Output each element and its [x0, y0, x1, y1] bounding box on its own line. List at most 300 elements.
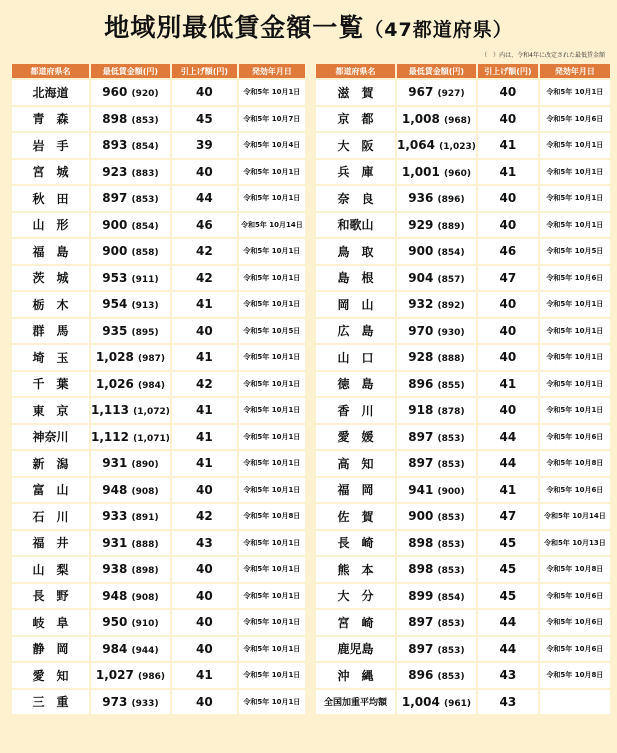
- table-row: [316, 319, 610, 344]
- increase-value: 40: [172, 319, 237, 344]
- min-wage-cell: [91, 557, 170, 582]
- table-row: [12, 690, 305, 715]
- increase-value: 40: [478, 213, 538, 238]
- effective-date: 令和5年 10月1日: [239, 663, 305, 688]
- effective-date: 令和5年 10月7日: [239, 107, 305, 132]
- min-wage-value: 898: [102, 111, 128, 126]
- min-wage-value: 896: [408, 376, 434, 391]
- table-row: [12, 610, 305, 635]
- min-wage-value: 904: [408, 270, 434, 285]
- increase-value: 43: [478, 690, 538, 715]
- effective-date: [540, 690, 610, 715]
- increase-value: 41: [172, 292, 237, 317]
- increase-value: 41: [478, 372, 538, 397]
- increase-value: 46: [478, 239, 538, 264]
- table-row: [316, 266, 610, 291]
- min-wage-value: 897: [408, 641, 434, 656]
- prefecture-name: 埼 玉: [12, 345, 89, 370]
- increase-value: 41: [172, 398, 237, 423]
- previous-wage-value: (853): [437, 566, 465, 577]
- effective-date: 令和5年 10月14日: [540, 504, 610, 529]
- min-wage-value: 931: [102, 535, 128, 550]
- effective-date: 令和5年 10月1日: [540, 319, 610, 344]
- table-row: [316, 107, 610, 132]
- previous-wage-value: (896): [437, 195, 465, 206]
- previous-wage-value: (889): [437, 221, 465, 232]
- header-increase: 引上げ額(円): [478, 64, 538, 78]
- previous-wage-value: (857): [437, 274, 465, 285]
- previous-wage-value: (933): [131, 698, 159, 709]
- prefecture-name: 沖 縄: [316, 663, 395, 688]
- previous-wage-value: (984): [138, 380, 166, 391]
- prefecture-name: 長 崎: [316, 531, 395, 556]
- prefecture-name: 静 岡: [12, 637, 89, 662]
- table-row: [12, 133, 305, 158]
- previous-wage-value: (853): [437, 460, 465, 471]
- prefecture-name: 秋 田: [12, 186, 89, 211]
- previous-wage-value: (853): [437, 513, 465, 524]
- increase-value: 42: [172, 504, 237, 529]
- previous-wage-value: (960): [444, 168, 472, 179]
- previous-wage-value: (930): [437, 327, 465, 338]
- effective-date: 令和5年 10月1日: [239, 557, 305, 582]
- table-row: [316, 557, 610, 582]
- increase-value: 40: [172, 80, 237, 105]
- increase-value: 40: [172, 584, 237, 609]
- min-wage-cell: [91, 213, 170, 238]
- effective-date: 令和5年 10月1日: [239, 186, 305, 211]
- prefecture-name: 熊 本: [316, 557, 395, 582]
- min-wage-value: 953: [102, 270, 128, 285]
- min-wage-cell: [397, 107, 476, 132]
- increase-value: 40: [478, 80, 538, 105]
- increase-value: 42: [172, 266, 237, 291]
- min-wage-cell: [397, 80, 476, 105]
- previous-wage-value: (895): [131, 327, 159, 338]
- effective-date: 令和5年 10月1日: [239, 266, 305, 291]
- prefecture-name: 岡 山: [316, 292, 395, 317]
- min-wage-cell: [91, 80, 170, 105]
- previous-wage-value: (900): [437, 486, 465, 497]
- table-row: [12, 372, 305, 397]
- effective-date: 令和5年 10月6日: [540, 610, 610, 635]
- min-wage-cell: [397, 610, 476, 635]
- previous-wage-value: (892): [437, 301, 465, 312]
- min-wage-value: 1,001: [401, 164, 440, 179]
- previous-wage-value: (1,071): [133, 433, 170, 444]
- min-wage-cell: [397, 584, 476, 609]
- effective-date: 令和5年 10月1日: [540, 398, 610, 423]
- min-wage-value: 936: [408, 191, 434, 206]
- increase-value: 47: [478, 504, 538, 529]
- prefecture-name: 全国加重平均額: [316, 690, 395, 715]
- increase-value: 40: [478, 319, 538, 344]
- effective-date: 令和5年 10月6日: [540, 425, 610, 450]
- previous-wage-value: (986): [138, 672, 166, 683]
- prefecture-name: 山 形: [12, 213, 89, 238]
- previous-wage-value: (908): [131, 592, 159, 603]
- min-wage-value: 1,113: [91, 403, 129, 418]
- previous-wage-value: (927): [437, 89, 465, 100]
- prefecture-name: 北海道: [12, 80, 89, 105]
- prefecture-name: 青 森: [12, 107, 89, 132]
- increase-value: 41: [172, 345, 237, 370]
- min-wage-value: 984: [102, 641, 128, 656]
- page-title: [0, 8, 617, 44]
- min-wage-cell: [397, 637, 476, 662]
- table-row: [12, 186, 305, 211]
- previous-wage-value: (853): [131, 195, 159, 206]
- min-wage-cell: [91, 319, 170, 344]
- prefecture-name: 奈 良: [316, 186, 395, 211]
- table-row: [316, 663, 610, 688]
- effective-date: 令和5年 10月6日: [540, 107, 610, 132]
- prefecture-name: 高 知: [316, 451, 395, 476]
- min-wage-cell: [91, 610, 170, 635]
- effective-date: 令和5年 10月1日: [239, 425, 305, 450]
- effective-date: 令和5年 10月8日: [540, 451, 610, 476]
- previous-wage-value: (891): [131, 513, 159, 524]
- prefecture-name: 京 都: [316, 107, 395, 132]
- min-wage-value: 897: [408, 615, 434, 630]
- min-wage-value: 967: [408, 85, 434, 100]
- min-wage-cell: [397, 557, 476, 582]
- table-row: [12, 663, 305, 688]
- table-row: [316, 345, 610, 370]
- min-wage-cell: [91, 372, 170, 397]
- min-wage-cell: [91, 186, 170, 211]
- table-row: [12, 531, 305, 556]
- increase-value: 40: [172, 160, 237, 185]
- prefecture-name: 群 馬: [12, 319, 89, 344]
- table-row: [316, 637, 610, 662]
- table-row: [316, 133, 610, 158]
- min-wage-value: 1,004: [401, 694, 440, 709]
- prefecture-name: 岐 阜: [12, 610, 89, 635]
- effective-date: 令和5年 10月6日: [540, 266, 610, 291]
- min-wage-cell: [397, 319, 476, 344]
- previous-wage-value: (911): [131, 274, 159, 285]
- effective-date: 令和5年 10月14日: [239, 213, 305, 238]
- min-wage-value: 960: [102, 85, 128, 100]
- title-main: 地域別最低賃金額一覧: [104, 13, 365, 42]
- min-wage-cell: [91, 133, 170, 158]
- prefecture-name: 広 島: [316, 319, 395, 344]
- min-wage-cell: [397, 133, 476, 158]
- effective-date: 令和5年 10月1日: [239, 451, 305, 476]
- effective-date: 令和5年 10月4日: [239, 133, 305, 158]
- table-row: [12, 478, 305, 503]
- min-wage-value: 1,026: [95, 376, 134, 391]
- previous-wage-value: (854): [437, 248, 465, 259]
- increase-value: 40: [172, 690, 237, 715]
- increase-value: 43: [478, 663, 538, 688]
- min-wage-cell: [397, 531, 476, 556]
- min-wage-value: 899: [408, 588, 434, 603]
- previous-wage-value: (888): [437, 354, 465, 365]
- table-row: [12, 266, 305, 291]
- min-wage-cell: [91, 292, 170, 317]
- header-date: 発効年月日: [239, 64, 305, 78]
- min-wage-value: 938: [102, 562, 128, 577]
- table-row: [316, 690, 610, 715]
- header-prefecture: 都道府県名: [12, 64, 89, 78]
- increase-value: 39: [172, 133, 237, 158]
- table-row: [316, 213, 610, 238]
- increase-value: 40: [172, 610, 237, 635]
- previous-wage-value: (987): [138, 354, 166, 365]
- table-row: [12, 160, 305, 185]
- table-row: [316, 398, 610, 423]
- prefecture-name: 兵 庫: [316, 160, 395, 185]
- table-row: [316, 584, 610, 609]
- min-wage-value: 898: [408, 535, 434, 550]
- effective-date: 令和5年 10月6日: [540, 637, 610, 662]
- min-wage-value: 973: [102, 694, 128, 709]
- effective-date: 令和5年 10月1日: [239, 584, 305, 609]
- increase-value: 40: [172, 637, 237, 662]
- increase-value: 41: [478, 160, 538, 185]
- effective-date: 令和5年 10月1日: [239, 239, 305, 264]
- table-row: [316, 610, 610, 635]
- table-row: [12, 451, 305, 476]
- wage-table-left: [10, 62, 307, 716]
- header-row: [316, 64, 610, 78]
- header-wage: 最低賃金額(円): [91, 64, 170, 78]
- prefecture-name: 福 井: [12, 531, 89, 556]
- prefecture-name: 愛 媛: [316, 425, 395, 450]
- increase-value: 40: [172, 478, 237, 503]
- min-wage-cell: [91, 266, 170, 291]
- header-prefecture: 都道府県名: [316, 64, 395, 78]
- effective-date: 令和5年 10月1日: [239, 637, 305, 662]
- table-row: [12, 319, 305, 344]
- prefecture-name: 長 野: [12, 584, 89, 609]
- prefecture-name: 大 阪: [316, 133, 395, 158]
- previous-wage-value: (961): [444, 698, 472, 709]
- min-wage-cell: [397, 504, 476, 529]
- min-wage-cell: [91, 425, 170, 450]
- previous-wage-value: (968): [444, 115, 472, 126]
- prefecture-name: 鳥 取: [316, 239, 395, 264]
- header-wage: 最低賃金額(円): [397, 64, 476, 78]
- prefecture-name: 三 重: [12, 690, 89, 715]
- effective-date: 令和5年 10月1日: [239, 80, 305, 105]
- previous-wage-value: (853): [131, 115, 159, 126]
- min-wage-cell: [397, 266, 476, 291]
- prefecture-name: 徳 島: [316, 372, 395, 397]
- min-wage-cell: [397, 451, 476, 476]
- min-wage-cell: [91, 451, 170, 476]
- min-wage-value: 900: [102, 244, 128, 259]
- min-wage-cell: [91, 239, 170, 264]
- prefecture-name: 富 山: [12, 478, 89, 503]
- min-wage-value: 950: [102, 615, 128, 630]
- table-note: （ ）内は、令和4年に改定された最低賃金額: [481, 52, 605, 59]
- previous-wage-value: (853): [437, 433, 465, 444]
- previous-wage-value: (888): [131, 539, 159, 550]
- table-row: [316, 292, 610, 317]
- table-row: [12, 637, 305, 662]
- increase-value: 43: [172, 531, 237, 556]
- min-wage-value: 933: [102, 509, 128, 524]
- prefecture-name: 岩 手: [12, 133, 89, 158]
- table-row: [316, 531, 610, 556]
- previous-wage-value: (854): [131, 142, 159, 153]
- table-row: [12, 584, 305, 609]
- previous-wage-value: (878): [437, 407, 465, 418]
- prefecture-name: 大 分: [316, 584, 395, 609]
- table-row: [316, 372, 610, 397]
- header-increase: 引上げ額(円): [172, 64, 237, 78]
- effective-date: 令和5年 10月1日: [239, 531, 305, 556]
- effective-date: 令和5年 10月13日: [540, 531, 610, 556]
- min-wage-cell: [397, 398, 476, 423]
- table-row: [316, 451, 610, 476]
- min-wage-cell: [91, 345, 170, 370]
- table-row: [316, 478, 610, 503]
- prefecture-name: 石 川: [12, 504, 89, 529]
- min-wage-cell: [397, 239, 476, 264]
- prefecture-name: 茨 城: [12, 266, 89, 291]
- min-wage-cell: [91, 637, 170, 662]
- increase-value: 46: [172, 213, 237, 238]
- prefecture-name: 佐 賀: [316, 504, 395, 529]
- prefecture-name: 東 京: [12, 398, 89, 423]
- min-wage-cell: [91, 584, 170, 609]
- min-wage-value: 918: [408, 403, 434, 418]
- table-row: [12, 107, 305, 132]
- increase-value: 40: [478, 398, 538, 423]
- min-wage-value: 941: [408, 482, 434, 497]
- increase-value: 41: [172, 663, 237, 688]
- min-wage-cell: [91, 398, 170, 423]
- min-wage-cell: [397, 478, 476, 503]
- prefecture-name: 福 島: [12, 239, 89, 264]
- effective-date: 令和5年 10月6日: [540, 584, 610, 609]
- table-row: [316, 425, 610, 450]
- increase-value: 44: [478, 637, 538, 662]
- effective-date: 令和5年 10月1日: [540, 345, 610, 370]
- min-wage-value: 928: [408, 350, 434, 365]
- min-wage-value: 1,008: [401, 111, 440, 126]
- effective-date: 令和5年 10月1日: [239, 160, 305, 185]
- effective-date: 令和5年 10月8日: [540, 557, 610, 582]
- min-wage-value: 1,112: [91, 429, 129, 444]
- increase-value: 40: [478, 345, 538, 370]
- min-wage-value: 897: [102, 191, 128, 206]
- effective-date: 令和5年 10月1日: [239, 690, 305, 715]
- prefecture-name: 宮 城: [12, 160, 89, 185]
- effective-date: 令和5年 10月8日: [540, 663, 610, 688]
- prefecture-name: 滋 賀: [316, 80, 395, 105]
- table-row: [12, 504, 305, 529]
- min-wage-cell: [91, 663, 170, 688]
- min-wage-cell: [397, 663, 476, 688]
- increase-value: 40: [478, 186, 538, 211]
- previous-wage-value: (910): [131, 619, 159, 630]
- prefecture-name: 福 岡: [316, 478, 395, 503]
- increase-value: 41: [172, 425, 237, 450]
- min-wage-value: 929: [408, 217, 434, 232]
- min-wage-value: 948: [102, 588, 128, 603]
- previous-wage-value: (1,023): [439, 142, 476, 153]
- prefecture-name: 千 葉: [12, 372, 89, 397]
- min-wage-value: 900: [102, 217, 128, 232]
- min-wage-cell: [397, 425, 476, 450]
- min-wage-value: 898: [408, 562, 434, 577]
- previous-wage-value: (898): [131, 566, 159, 577]
- table-row: [12, 213, 305, 238]
- table-row: [12, 557, 305, 582]
- increase-value: 40: [172, 557, 237, 582]
- increase-value: 41: [478, 133, 538, 158]
- prefecture-name: 新 潟: [12, 451, 89, 476]
- prefecture-name: 島 根: [316, 266, 395, 291]
- increase-value: 45: [172, 107, 237, 132]
- min-wage-value: 932: [408, 297, 434, 312]
- header-row: [12, 64, 305, 78]
- min-wage-cell: [397, 372, 476, 397]
- title-sub: （47都道府県）: [364, 19, 513, 41]
- previous-wage-value: (855): [437, 380, 465, 391]
- increase-value: 40: [478, 107, 538, 132]
- effective-date: 令和5年 10月8日: [239, 504, 305, 529]
- prefecture-name: 香 川: [316, 398, 395, 423]
- min-wage-cell: [91, 504, 170, 529]
- min-wage-cell: [91, 690, 170, 715]
- min-wage-cell: [91, 107, 170, 132]
- table-row: [316, 239, 610, 264]
- increase-value: 41: [172, 451, 237, 476]
- effective-date: 令和5年 10月1日: [239, 478, 305, 503]
- table-row: [316, 504, 610, 529]
- table-row: [316, 186, 610, 211]
- previous-wage-value: (908): [131, 486, 159, 497]
- effective-date: 令和5年 10月1日: [540, 213, 610, 238]
- increase-value: 42: [172, 239, 237, 264]
- effective-date: 令和5年 10月1日: [540, 292, 610, 317]
- min-wage-value: 1,028: [95, 350, 134, 365]
- table-row: [12, 80, 305, 105]
- min-wage-value: 970: [408, 323, 434, 338]
- increase-value: 42: [172, 372, 237, 397]
- previous-wage-value: (890): [131, 460, 159, 471]
- prefecture-name: 鹿児島: [316, 637, 395, 662]
- min-wage-cell: [91, 478, 170, 503]
- prefecture-name: 和歌山: [316, 213, 395, 238]
- min-wage-value: 893: [102, 138, 128, 153]
- previous-wage-value: (858): [131, 248, 159, 259]
- min-wage-value: 896: [408, 668, 434, 683]
- min-wage-cell: [397, 292, 476, 317]
- header-date: 発効年月日: [540, 64, 610, 78]
- min-wage-value: 897: [408, 456, 434, 471]
- min-wage-value: 931: [102, 456, 128, 471]
- effective-date: 令和5年 10月5日: [239, 319, 305, 344]
- effective-date: 令和5年 10月1日: [239, 610, 305, 635]
- previous-wage-value: (1,072): [133, 407, 170, 418]
- increase-value: 41: [478, 478, 538, 503]
- prefecture-name: 宮 崎: [316, 610, 395, 635]
- min-wage-value: 1,027: [95, 668, 134, 683]
- table-row: [316, 160, 610, 185]
- min-wage-value: 1,064: [397, 138, 435, 153]
- min-wage-value: 954: [102, 297, 128, 312]
- min-wage-cell: [397, 345, 476, 370]
- increase-value: 40: [478, 292, 538, 317]
- effective-date: 令和5年 10月1日: [540, 372, 610, 397]
